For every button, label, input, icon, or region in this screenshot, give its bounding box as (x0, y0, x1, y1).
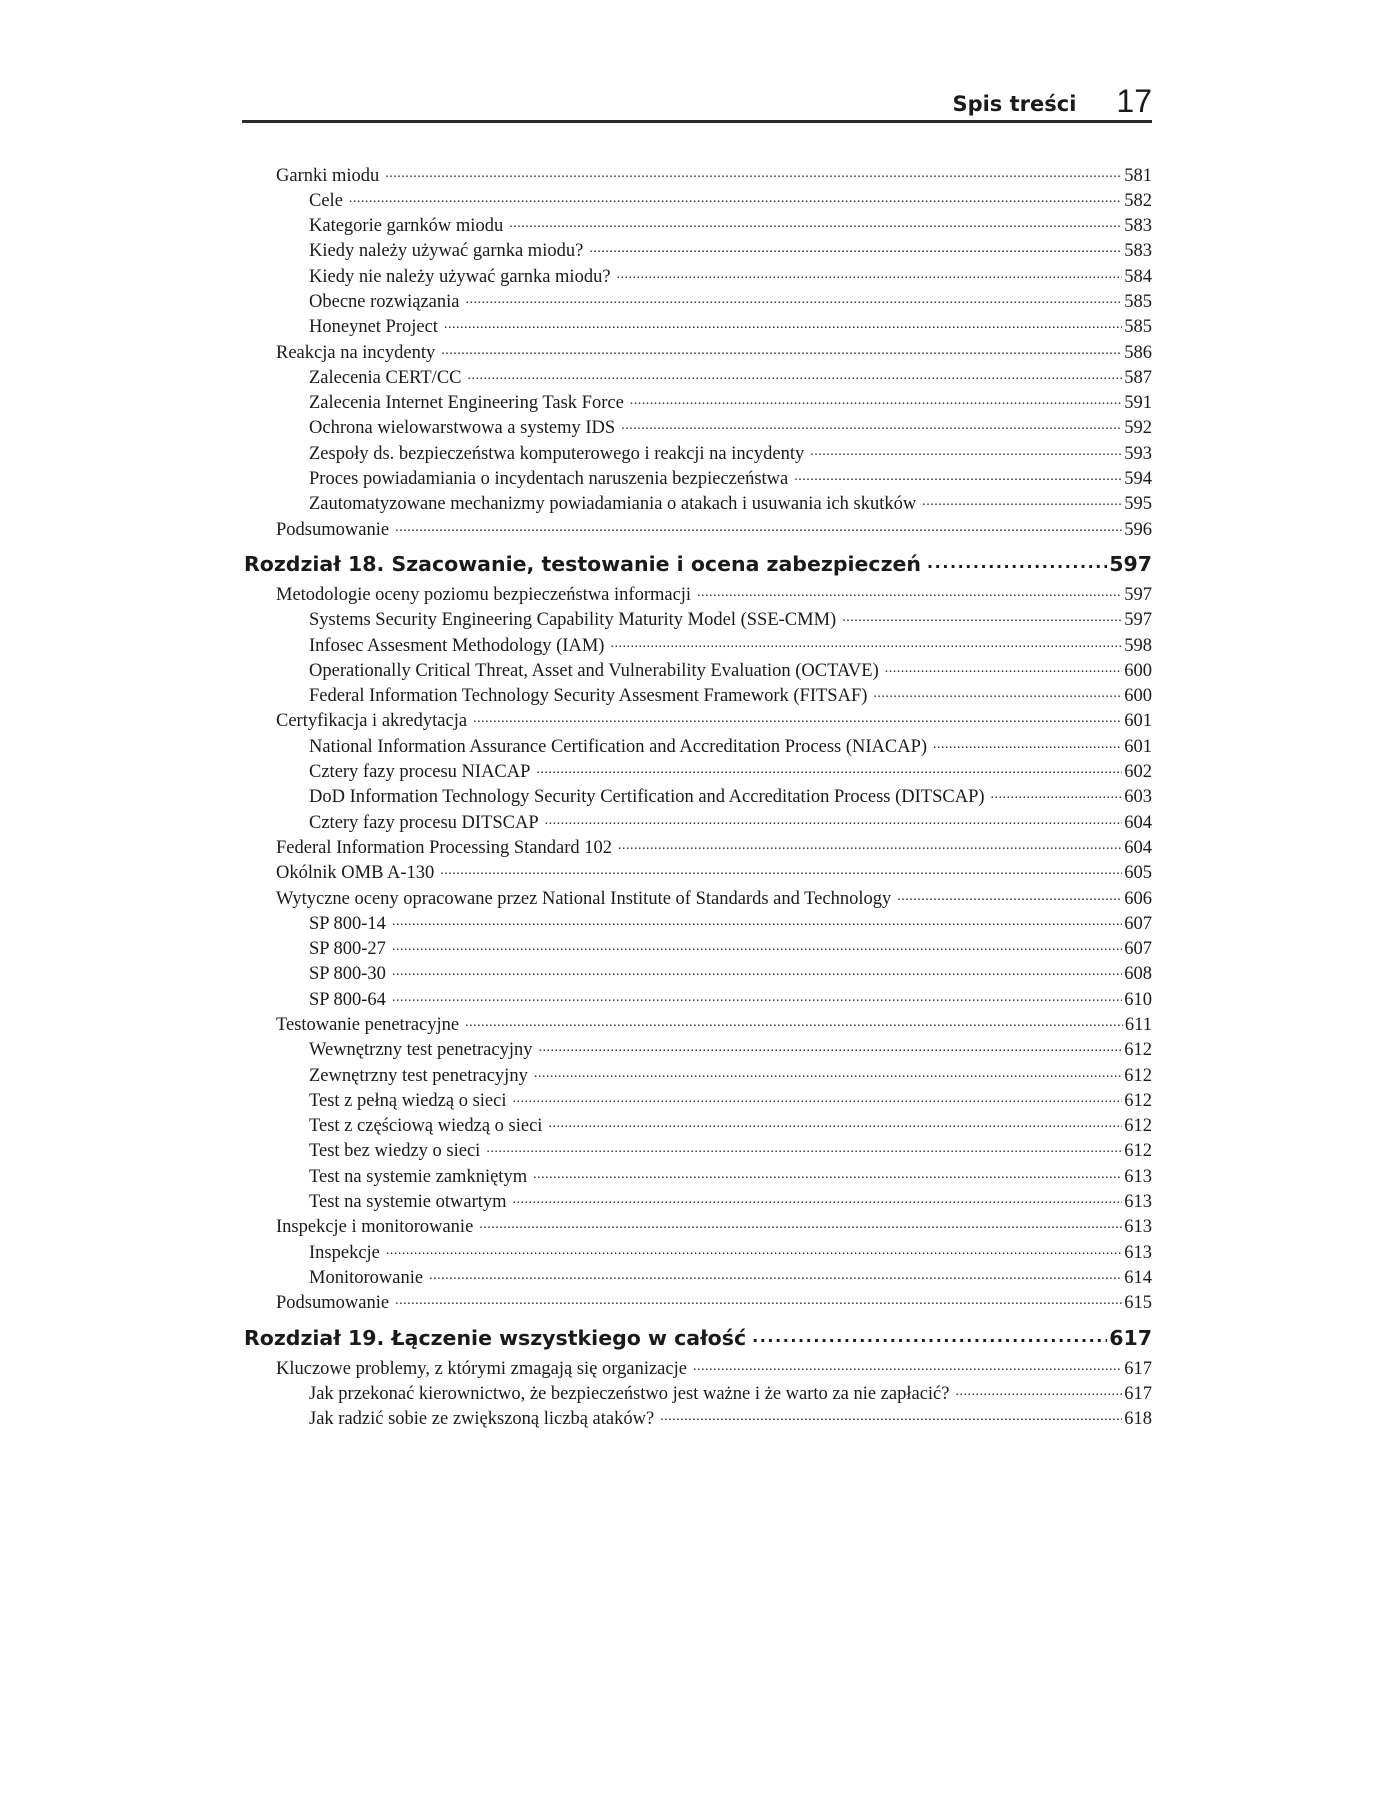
toc-entry-page: 612 (1124, 1065, 1152, 1086)
toc-entry-title: Testowanie penetracyjne (276, 1015, 460, 1035)
toc-entry-title: Kiedy należy używać garnka miodu? (309, 241, 584, 262)
toc-entry-page: 583 (1124, 216, 1152, 237)
dot-leader (349, 187, 1122, 206)
toc-entry-page: 581 (1124, 165, 1152, 186)
dot-leader (479, 1214, 1122, 1233)
toc-entry-page: 591 (1124, 393, 1152, 414)
toc-entry-title: SP 800-14 (309, 913, 386, 934)
toc-entry-title: Ochrona wielowarstwowa a systemy IDS (309, 418, 616, 439)
dot-leader (533, 1163, 1122, 1182)
toc-entry-row (276, 314, 1152, 339)
toc-entry-title: Test z częściową wiedzą o sieci (309, 1116, 543, 1137)
toc-entry-page: 612 (1124, 1090, 1152, 1111)
dot-leader (513, 1087, 1123, 1106)
toc-entry-page: 598 (1124, 635, 1152, 656)
dot-leader (621, 415, 1122, 434)
toc-entry-page: 604 (1124, 837, 1152, 858)
dot-leader (630, 390, 1122, 409)
toc-entry-page: 618 (1124, 1409, 1152, 1430)
toc-entry-page: 602 (1124, 762, 1152, 783)
toc-entry-title: Zalecenia Internet Engineering Task Force (309, 393, 624, 414)
toc-entry-title: Wewnętrzny test penetracyjny (309, 1040, 533, 1061)
dot-leader (392, 986, 1122, 1005)
toc-entry-title: Podsumowanie (276, 519, 390, 540)
toc-entry-title: Federal Information Technology Security Assesment Framework (FITSAF) (309, 686, 868, 707)
toc-entry-title: Jak przekonać kierownictwo, że bezpieczeństwo jest ważne i że warto za nie zapłacić? (309, 1383, 950, 1404)
dot-leader (392, 910, 1122, 929)
toc-entry-page: 593 (1124, 443, 1152, 464)
dot-leader (660, 1406, 1122, 1425)
toc-entry-row (276, 1380, 1152, 1405)
toc-entry-title: National Information Assurance Certification and Accreditation Process (NIACAP) (309, 736, 928, 757)
toc-entry-row (276, 213, 1152, 238)
toc-entry-page: 597 (1124, 610, 1152, 631)
dot-leader (465, 1012, 1123, 1031)
dot-leader (465, 288, 1122, 307)
dot-leader (536, 759, 1122, 778)
toc-entry-title: Okólnik OMB A-130 (276, 863, 435, 884)
toc-entry-page: 600 (1124, 686, 1152, 707)
toc-entry-page: 614 (1124, 1267, 1152, 1288)
toc-entry-page: 605 (1124, 863, 1152, 884)
toc-entry-page: 615 (1124, 1293, 1152, 1314)
toc-entry-row (276, 1062, 1152, 1087)
toc-entry-page: 617 (1124, 1358, 1152, 1379)
toc-entry-title: Inspekcje (309, 1242, 380, 1263)
dot-leader (440, 860, 1122, 879)
toc-entry-title: Kluczowe problemy, z którymi zmagają się organizacje (276, 1358, 687, 1379)
toc-entry-page: 603 (1124, 787, 1152, 808)
toc-entry-row (276, 885, 1152, 910)
dot-leader (509, 213, 1122, 232)
dot-leader (395, 1290, 1122, 1309)
toc-entry-title: Obecne rozwiązania (309, 291, 460, 312)
toc-entry-title: Infosec Assesment Methodology (IAM) (309, 635, 605, 656)
toc-entry-title: Monitorowanie (309, 1267, 424, 1288)
toc-entry-row (276, 860, 1152, 885)
toc-entry-row (276, 339, 1152, 364)
toc-entry-title: SP 800-64 (309, 989, 386, 1010)
toc-entry-row (276, 733, 1152, 758)
dot-leader (752, 1325, 1107, 1346)
toc-entry-row (276, 162, 1152, 187)
dot-leader (927, 551, 1107, 572)
toc-entry-row (276, 238, 1152, 263)
dot-leader (539, 1037, 1123, 1056)
toc-entry-page: 613 (1124, 1217, 1152, 1238)
toc-entry-title: Kiedy nie należy używać garnka miodu? (309, 266, 611, 287)
page-header (242, 80, 1152, 123)
toc-entry-page: 585 (1124, 291, 1152, 312)
toc-entry-page: 611 (1124, 1015, 1152, 1035)
dot-leader (473, 708, 1122, 727)
toc-entry-row (276, 961, 1152, 986)
toc-entry-row (276, 910, 1152, 935)
toc-entry-title: Honeynet Project (309, 317, 438, 338)
dot-leader (386, 1239, 1122, 1258)
dot-leader (922, 491, 1122, 510)
dot-leader (991, 784, 1123, 803)
toc-entry-row (276, 263, 1152, 288)
toc-entry-row (276, 1189, 1152, 1214)
toc-entry-row (276, 1087, 1152, 1112)
toc-entry-row (276, 657, 1152, 682)
toc-entry-row (276, 1138, 1152, 1163)
toc-entry-row (276, 809, 1152, 834)
page-number: 17 (1116, 83, 1152, 119)
dot-leader (810, 440, 1122, 459)
toc-entry-title: Rozdział 18. Szacowanie, testowanie i ocena zabezpieczeń (244, 552, 922, 577)
toc-entry-row (276, 1406, 1152, 1431)
running-title: Spis treści (952, 92, 1077, 116)
toc-entry-title: Zautomatyzowane mechanizmy powiadamiania o atakach i usuwania ich skutków (309, 494, 917, 515)
toc-entry-title: Systems Security Engineering Capability Maturity Model (SSE-CMM) (309, 610, 837, 631)
toc-entry-page: 597 (1109, 552, 1152, 577)
dot-leader (794, 466, 1122, 485)
toc-entry-row (276, 440, 1152, 465)
toc-entry-row (276, 784, 1152, 809)
toc-entry-page: 607 (1124, 939, 1152, 960)
toc-entry-page: 597 (1124, 584, 1152, 605)
toc-entry-page: 617 (1124, 1383, 1152, 1404)
toc-entry-title: Inspekcje i monitorowanie (276, 1217, 474, 1238)
dot-leader (513, 1189, 1123, 1208)
dot-leader (873, 683, 1122, 702)
toc-entry-row (276, 364, 1152, 389)
dot-leader (392, 961, 1122, 980)
toc-entry-row (276, 1355, 1152, 1380)
toc-entry-page: 610 (1124, 989, 1152, 1010)
toc-entry-title: Garnki miodu (276, 165, 380, 186)
toc-entry-page: 595 (1124, 494, 1152, 515)
toc-entry-page: 607 (1124, 913, 1152, 934)
toc-entry-title: Test bez wiedzy o sieci (309, 1141, 481, 1162)
dot-leader (589, 238, 1122, 257)
toc-entry-row (276, 607, 1152, 632)
dot-leader (385, 162, 1122, 181)
dot-leader (545, 809, 1123, 828)
toc-entry-page: 613 (1124, 1166, 1152, 1187)
toc-entry-title: Wytyczne oceny opracowane przez National Institute of Standards and Technology (276, 888, 892, 909)
toc-entry-row (276, 1037, 1152, 1062)
toc-entry-title: Metodologie oceny poziomu bezpieczeństwa informacji (276, 584, 692, 605)
toc-chapter-row (244, 549, 1152, 579)
toc-entry-title: Operationally Critical Threat, Asset and Vulnerability Evaluation (OCTAVE) (309, 660, 879, 681)
toc-entry-page: 601 (1124, 711, 1152, 732)
toc-entry-title: Zespoły ds. bezpieczeństwa komputerowego i reakcji na incydenty (309, 443, 805, 464)
dot-leader (933, 733, 1122, 752)
toc-entry-row (276, 187, 1152, 212)
toc-entry-page: 596 (1124, 519, 1152, 540)
toc-entry-title: Certyfikacja i akredytacja (276, 711, 468, 732)
dot-leader (897, 885, 1122, 904)
toc-entry-page: 583 (1124, 241, 1152, 262)
toc-entry-row (276, 288, 1152, 313)
toc-entry-title: Cztery fazy procesu DITSCAP (309, 812, 539, 833)
toc-entry-page: 584 (1124, 266, 1152, 287)
dot-leader (395, 516, 1122, 535)
toc-entry-page: 601 (1124, 736, 1152, 757)
toc-chapter-row (244, 1323, 1152, 1353)
dot-leader (429, 1264, 1122, 1283)
toc-entry-page: 613 (1124, 1242, 1152, 1263)
toc-entry-row (276, 516, 1152, 541)
dot-leader (444, 314, 1122, 333)
toc-entry-row (276, 1214, 1152, 1239)
toc-entry-page: 612 (1124, 1040, 1152, 1061)
toc-entry-page: 617 (1109, 1326, 1152, 1351)
toc-entry-title: Cztery fazy procesu NIACAP (309, 762, 531, 783)
dot-leader (441, 339, 1122, 358)
dot-leader (486, 1138, 1122, 1157)
toc-entry-page: 594 (1124, 469, 1152, 490)
toc-entry-title: Test na systemie zamkniętym (309, 1166, 528, 1187)
toc-entry-row (276, 390, 1152, 415)
toc-entry-title: Test z pełną wiedzą o sieci (309, 1090, 507, 1111)
toc-entry-page: 586 (1124, 342, 1152, 363)
dot-leader (693, 1355, 1122, 1374)
toc-entry-row (276, 491, 1152, 516)
toc-entry-title: Reakcja na incydenty (276, 342, 436, 363)
toc-entry-title: Test na systemie otwartym (309, 1192, 507, 1213)
toc-entry-title: Jak radzić sobie ze zwiększoną liczbą ataków? (309, 1409, 655, 1430)
toc-entry-page: 592 (1124, 418, 1152, 439)
toc-entry-row (276, 415, 1152, 440)
table-of-contents (244, 162, 1152, 1431)
toc-entry-title: Federal Information Processing Standard 102 (276, 837, 613, 858)
toc-entry-page: 600 (1124, 660, 1152, 681)
toc-entry-title: Rozdział 19. Łączenie wszystkiego w całość (244, 1326, 747, 1351)
toc-entry-page: 612 (1124, 1116, 1152, 1137)
toc-entry-title: Podsumowanie (276, 1293, 390, 1314)
dot-leader (534, 1062, 1122, 1081)
toc-entry-row (276, 986, 1152, 1011)
toc-entry-page: 608 (1124, 964, 1152, 985)
toc-entry-row (276, 1163, 1152, 1188)
toc-entry-page: 612 (1124, 1141, 1152, 1162)
dot-leader (392, 936, 1122, 955)
toc-entry-row (276, 581, 1152, 606)
toc-entry-row (276, 466, 1152, 491)
toc-entry-title: DoD Information Technology Security Certification and Accreditation Process (DITSCAP) (309, 787, 985, 808)
toc-entry-page: 582 (1124, 190, 1152, 211)
toc-entry-row (276, 708, 1152, 733)
dot-leader (468, 364, 1123, 383)
dot-leader (618, 834, 1122, 853)
toc-entry-row (276, 1239, 1152, 1264)
dot-leader (548, 1113, 1122, 1132)
toc-entry-row (276, 936, 1152, 961)
dot-leader (697, 581, 1122, 600)
toc-entry-row (276, 759, 1152, 784)
toc-entry-title: Kategorie garnków miodu (309, 216, 504, 237)
dot-leader (610, 632, 1122, 651)
toc-entry-page: 604 (1124, 812, 1152, 833)
dot-leader (885, 657, 1122, 676)
dot-leader (842, 607, 1122, 626)
toc-entry-title: Zewnętrzny test penetracyjny (309, 1065, 528, 1086)
toc-entry-row (276, 1113, 1152, 1138)
toc-entry-title: Proces powiadamiania o incydentach naruszenia bezpieczeństwa (309, 469, 789, 490)
toc-entry-title: SP 800-27 (309, 939, 386, 960)
toc-entry-row (276, 1012, 1152, 1037)
toc-entry-row (276, 1290, 1152, 1315)
toc-entry-page: 585 (1124, 317, 1152, 338)
toc-entry-title: SP 800-30 (309, 964, 386, 985)
toc-entry-page: 606 (1124, 888, 1152, 909)
toc-entry-row (276, 834, 1152, 859)
toc-entry-title: Cele (309, 190, 343, 211)
toc-entry-page: 587 (1124, 367, 1152, 388)
toc-entry-row (276, 632, 1152, 657)
toc-entry-row (276, 683, 1152, 708)
dot-leader (955, 1380, 1122, 1399)
dot-leader (617, 263, 1123, 282)
toc-entry-title: Zalecenia CERT/CC (309, 367, 462, 388)
toc-entry-row (276, 1264, 1152, 1289)
toc-entry-page: 613 (1124, 1192, 1152, 1213)
